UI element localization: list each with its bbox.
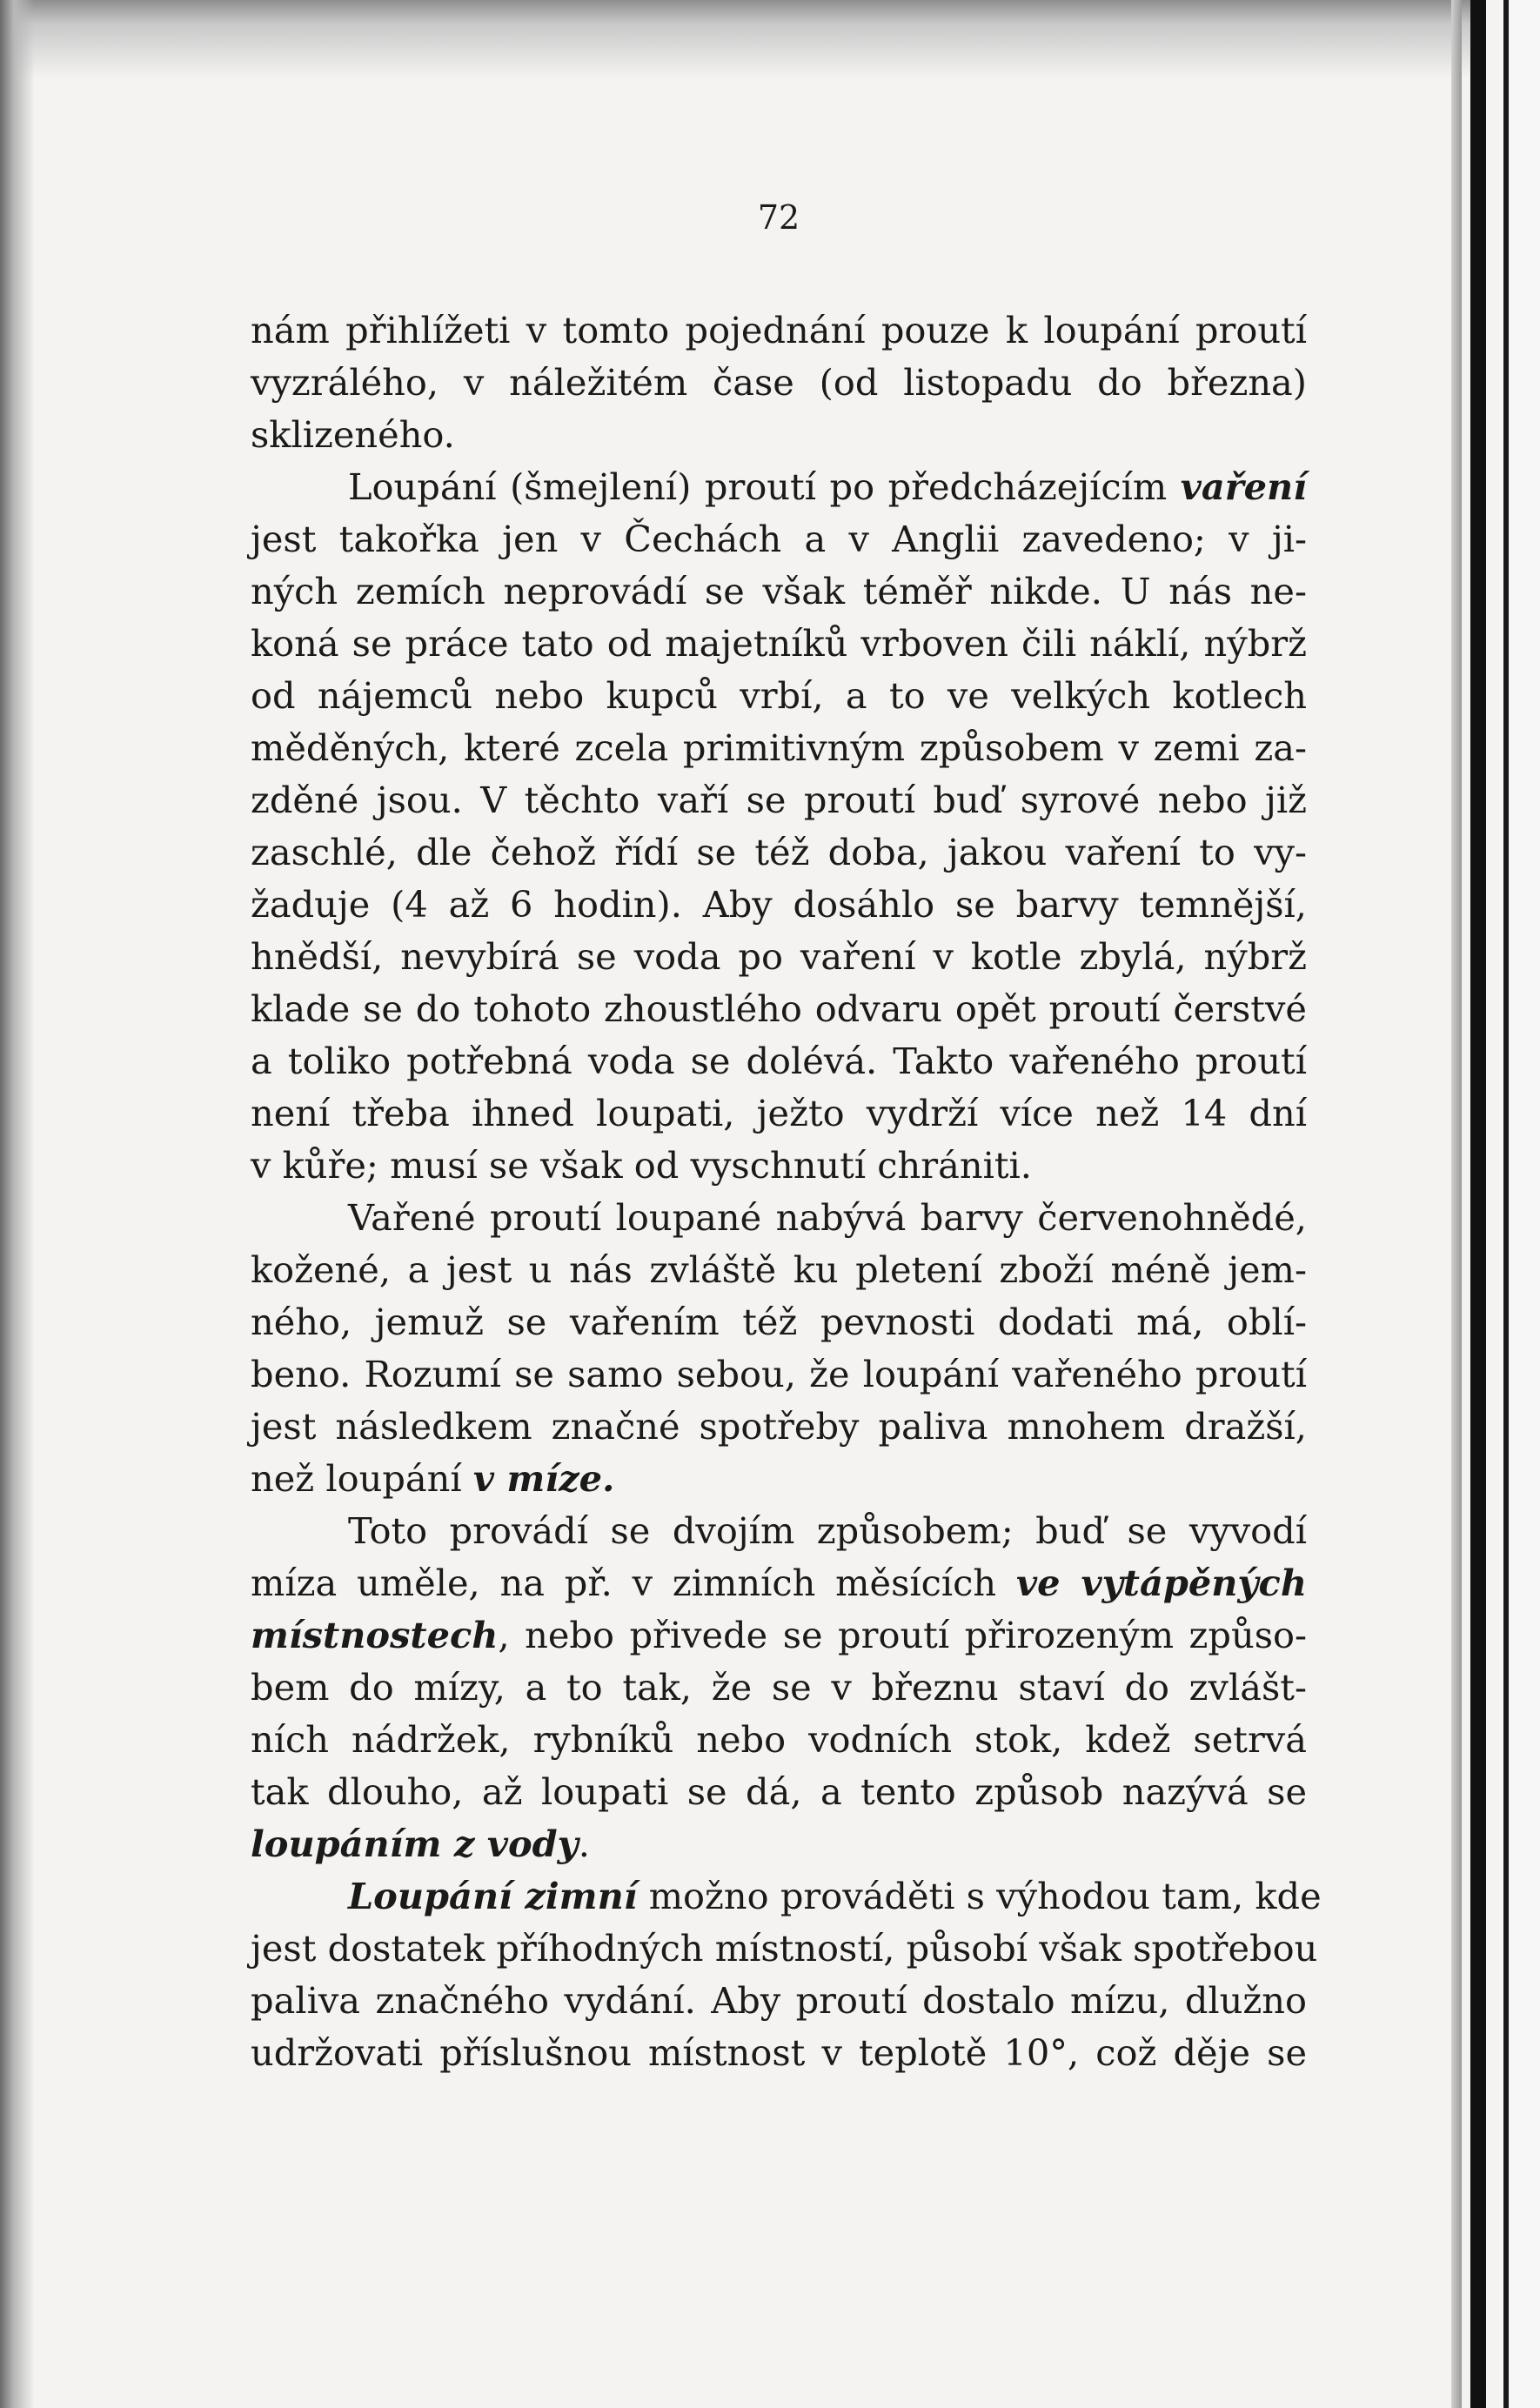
text-line [251,2027,1307,2079]
text-span: Toto provádí se dvojím způsobem; buď se vyvodí [348,1509,1307,1552]
text-span: možno prováděti s výhodou tam, kde [637,1875,1322,1917]
text-span: bem do mízy, a to tak, že se v březnu staví do zvlášt- [251,1666,1307,1709]
text-line [251,565,1307,618]
emphasized-text: loupáním z vody [251,1823,579,1865]
text-span: není třeba ihned loupati, ježto vydrží více než 14 dní [251,1092,1307,1134]
text-line [251,1087,1307,1140]
text-span: . [578,1823,590,1865]
text-span: míza uměle, na př. v zimních měsících [251,1562,1016,1604]
page-number: 72 [757,198,800,237]
text-line [251,879,1307,931]
text-line [251,1818,1307,1870]
text-line [251,1505,1307,1557]
text-line [251,826,1307,879]
text-span: v kůře; musí se však od vyschnutí chrániti. [251,1144,1032,1187]
text-span: paliva značného vydání. Aby proutí dostalo mízu, dlužno [251,1979,1307,2022]
text-line [251,1035,1307,1087]
text-line [251,774,1307,826]
text-span: jest takořka jen v Čechách a v Anglii zavedeno; v ji- [251,518,1307,560]
right-margin-strip [1500,0,1540,2408]
text-span: zaschlé, dle čehož řídí se též doba, jakou vaření to vy- [251,831,1307,873]
text-line [251,513,1307,565]
text-span: , nebo přivede se proutí přirozeným způso- [498,1614,1307,1656]
emphasized-text: vaření [1180,465,1307,508]
text-line [251,357,1307,409]
text-line [251,1714,1307,1766]
text-span: klade se do tohoto zhoustlého odvaru opět proutí čerstvé [251,987,1307,1030]
text-line [251,1923,1318,1975]
text-span: hnědší, nevybírá se voda po vaření v kotle zbylá, nýbrž [251,935,1307,978]
text-span: sklizeného. [251,413,455,456]
text-span: jest následkem značné spotřeby paliva mnohem dražší, [251,1405,1307,1448]
text-span: kožené, a jest u nás zvláště ku pletení zboží méně jem- [251,1248,1307,1291]
text-span: žaduje (4 až 6 hodin). Aby dosáhlo se barvy temnější, [251,883,1307,926]
text-line [251,409,1307,461]
text-line [251,304,1307,357]
text-line [251,670,1307,722]
text-line [251,1296,1307,1348]
body-text [251,304,1322,2079]
text-line [251,1975,1307,2027]
emphasized-text: Loupání zimní [348,1875,638,1917]
text-line [251,1401,1307,1453]
text-span: nám přihlížeti v tomto pojednání pouze k loupání proutí [251,309,1307,351]
text-span: Loupání (šmejlení) proutí po předcházejícím [348,465,1181,508]
text-line [251,1662,1307,1714]
emphasized-text: v míze. [472,1457,615,1500]
top-scan-shadow [0,0,1479,78]
text-span: ních nádržek, rybníků nebo vodních stok, kdež setrvá [251,1718,1307,1761]
text-line [251,1192,1307,1244]
text-line [251,983,1307,1035]
text-line [251,1870,1322,1923]
text-span: jest dostatek příhodných místností, působí však spotřebou [251,1927,1318,1970]
text-span: od nájemců nebo kupců vrbí, a to ve velkých kotlech [251,674,1307,717]
text-span: koná se práce tato od majetníků vrboven čili náklí, nýbrž [251,622,1307,665]
text-line [251,722,1307,774]
text-line [251,1766,1307,1818]
text-span: měděných, které zcela primitivným způsobem v zemi za- [251,726,1307,769]
emphasized-text: místnostech [251,1614,499,1656]
text-line [251,1348,1307,1401]
text-span: ných zemích neprovádí se však téměř nikde. U nás ne- [251,570,1307,612]
text-line [251,1609,1307,1662]
left-scan-shadow [0,0,35,2408]
text-span: Vařené proutí loupané nabývá barvy červenohnědé, [348,1196,1307,1239]
right-binding-border [1470,0,1486,2408]
text-span: vyzrálého, v náležitém čase (od listopadu do března) [251,361,1307,404]
text-line [251,618,1307,670]
text-span: a toliko potřebná voda se dolévá. Takto vařeného proutí [251,1040,1307,1082]
text-span: zděné jsou. V těchto vaří se proutí buď syrové nebo již [251,779,1307,821]
text-span: tak dlouho, až loupati se dá, a tento způsob nazývá se [251,1770,1307,1813]
text-line [251,1140,1307,1192]
right-page-edge [1451,0,1462,2408]
text-span: než loupání [251,1457,473,1500]
text-span: beno. Rozumí se samo sebou, že loupání vařeného proutí [251,1353,1307,1395]
emphasized-text: ve vytápěných [1015,1562,1307,1604]
text-span: udržovati příslušnou místnost v teplotě 10°, což děje se [251,2031,1307,2074]
text-line [251,1453,1307,1505]
right-margin-line [1503,0,1509,2408]
text-line [251,1557,1307,1609]
text-line [251,931,1307,983]
text-line [251,1244,1307,1296]
text-line [251,461,1307,513]
text-span: ného, jemuž se vařením též pevnosti dodati má, oblí- [251,1301,1307,1343]
